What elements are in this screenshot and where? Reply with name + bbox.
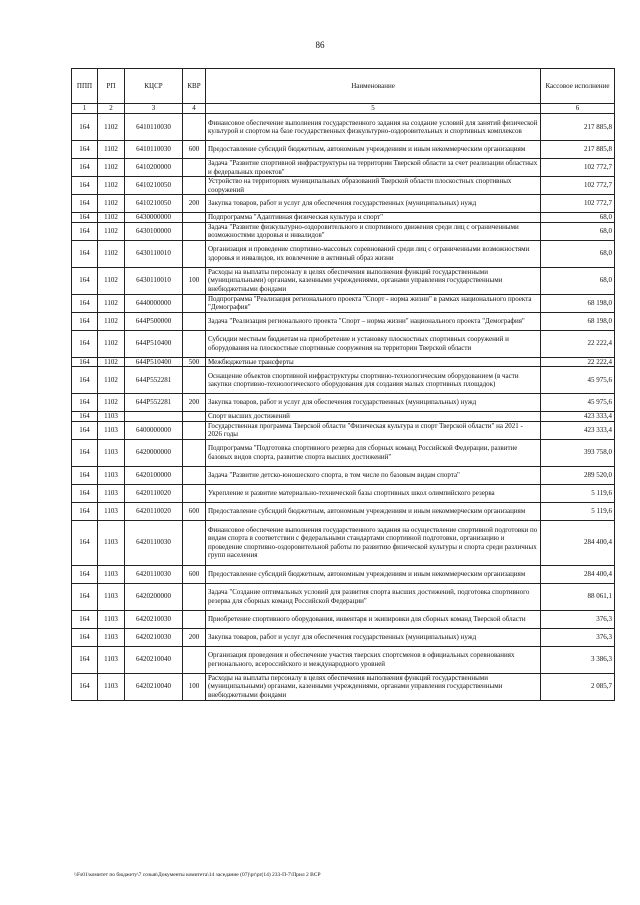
table-row: [72, 267, 615, 294]
cell-name: Задача "Развитие спортивной инфраструктуры на территории Тверской области за счет реализации областных и федеральных проектов": [206, 159, 541, 177]
cell-sum: 289 520,0: [541, 466, 615, 484]
cell-sum: 68 198,0: [541, 312, 615, 330]
table-row: [72, 484, 615, 502]
cell-kcsr: 6410210050: [125, 195, 183, 213]
cell-kvr: [183, 330, 206, 357]
cell-name: Подпрограмма "Адаптивная физическая культура и спорт": [206, 213, 541, 223]
cell-rp: 1102: [98, 222, 125, 240]
cell-sum: 284 400,4: [541, 565, 615, 583]
column-number: 6: [541, 104, 615, 114]
table-row: [72, 412, 615, 422]
cell-rp: 1103: [98, 610, 125, 628]
column-number: 5: [206, 104, 541, 114]
cell-rp: 1102: [98, 159, 125, 177]
cell-sum: 423 333,4: [541, 412, 615, 422]
cell-sum: 376,3: [541, 610, 615, 628]
cell-sum: 68,0: [541, 222, 615, 240]
table-row: [72, 330, 615, 357]
table-row: [72, 421, 615, 439]
cell-ppp: 164: [72, 330, 98, 357]
cell-sum: 3 386,3: [541, 646, 615, 673]
cell-kcsr: 644P500000: [125, 312, 183, 330]
cell-ppp: 164: [72, 141, 98, 159]
column-number: 2: [98, 104, 125, 114]
cell-sum: 102 772,7: [541, 195, 615, 213]
cell-ppp: 164: [72, 502, 98, 520]
cell-kcsr: 6430110010: [125, 240, 183, 267]
cell-kvr: [183, 466, 206, 484]
table-row: [72, 177, 615, 195]
cell-kcsr: 6420100000: [125, 466, 183, 484]
table-row: [72, 610, 615, 628]
cell-kcsr: 6410210050: [125, 177, 183, 195]
cell-name: Расходы на выплаты персоналу в целях обеспечения выполнения функций государственными (муниципальными) органами, казенными учреждениями, органами управления государственными внебюджетными фондами: [206, 673, 541, 700]
table-row: [72, 357, 615, 367]
cell-ppp: 164: [72, 394, 98, 412]
column-header-kvr: КВР: [183, 69, 206, 104]
cell-kcsr: 6430110010: [125, 267, 183, 294]
column-number: 1: [72, 104, 98, 114]
cell-kcsr: 6410110030: [125, 114, 183, 141]
table-row: [72, 520, 615, 565]
cell-ppp: 164: [72, 646, 98, 673]
table-body: [72, 114, 615, 701]
cell-kcsr: 6420210030: [125, 628, 183, 646]
cell-name: Субсидии местным бюджетам на приобретение и установку плоскостных спортивных сооружений и оборудования на плоскостные спортивные сооружения на территории Тверской области: [206, 330, 541, 357]
cell-name: Финансовое обеспечение выполнения государственного задания на создание условий для занятий физической культурой и спортом на базе государственных физкультурно-оздоровительных и спортивных комплексов: [206, 114, 541, 141]
cell-kcsr: 6400000000: [125, 421, 183, 439]
table-row: [72, 222, 615, 240]
cell-kcsr: 6410200000: [125, 159, 183, 177]
cell-kvr: 200: [183, 628, 206, 646]
cell-kcsr: 6420000000: [125, 439, 183, 466]
cell-kcsr: 6420110020: [125, 484, 183, 502]
table-row: [72, 240, 615, 267]
cell-sum: 217 885,8: [541, 141, 615, 159]
cell-rp: 1103: [98, 583, 125, 610]
cell-name: Закупка товаров, работ и услуг для обеспечения государственных (муниципальных) нужд: [206, 195, 541, 213]
column-header-ppp: ППП: [72, 69, 98, 104]
cell-rp: 1103: [98, 502, 125, 520]
cell-rp: 1103: [98, 466, 125, 484]
cell-kcsr: 6410110030: [125, 141, 183, 159]
cell-ppp: 164: [72, 439, 98, 466]
cell-name: Организация проведения и обеспечение участия тверских спортсменов в официальных соревнованиях регионального, всероссийского и международного уровней: [206, 646, 541, 673]
cell-ppp: 164: [72, 267, 98, 294]
column-number: 4: [183, 104, 206, 114]
cell-name: Задача "Реализация регионального проекта "Спорт – норма жизни" национального проекта "Демография": [206, 312, 541, 330]
cell-ppp: 164: [72, 583, 98, 610]
cell-name: Подпрограмма "Реализация регионального проекта "Спорт - норма жизни" в рамках национального проекта "Демография": [206, 294, 541, 312]
cell-name: Финансовое обеспечение выполнения государственного задания на осуществление спортивной подготовки по видам спорта в соответствии с федеральными стандартами спортивной подготовки, организацию и проведение спортивно-оздоровительной работы по развитию физической культуры и спорта среди различных групп населения: [206, 520, 541, 565]
column-header-kcsr: КЦСР: [125, 69, 183, 104]
cell-rp: 1103: [98, 421, 125, 439]
cell-kvr: [183, 583, 206, 610]
cell-rp: 1102: [98, 141, 125, 159]
cell-ppp: 164: [72, 312, 98, 330]
cell-kcsr: [125, 412, 183, 422]
cell-ppp: 164: [72, 484, 98, 502]
cell-name: Закупка товаров, работ и услуг для обеспечения государственных (муниципальных) нужд: [206, 394, 541, 412]
table-row: [72, 439, 615, 466]
cell-rp: 1103: [98, 412, 125, 422]
cell-kcsr: 6420210040: [125, 673, 183, 700]
cell-name: Государственная программа Тверской области "Физическая культура и спорт Тверской области" на 2021 - 2026 годы: [206, 421, 541, 439]
cell-ppp: 164: [72, 213, 98, 223]
cell-sum: 68,0: [541, 213, 615, 223]
cell-kvr: 200: [183, 195, 206, 213]
cell-ppp: 164: [72, 294, 98, 312]
cell-rp: 1102: [98, 357, 125, 367]
cell-sum: 68 198,0: [541, 294, 615, 312]
cell-sum: 5 119,6: [541, 484, 615, 502]
cell-kvr: 500: [183, 357, 206, 367]
cell-kvr: [183, 421, 206, 439]
table-row: [72, 394, 615, 412]
cell-ppp: 164: [72, 367, 98, 394]
cell-rp: 1102: [98, 114, 125, 141]
table-row: [72, 367, 615, 394]
cell-kvr: [183, 294, 206, 312]
cell-kcsr: 6420110030: [125, 565, 183, 583]
cell-rp: 1102: [98, 394, 125, 412]
cell-kcsr: 6430000000: [125, 213, 183, 223]
cell-ppp: 164: [72, 628, 98, 646]
cell-kvr: 600: [183, 502, 206, 520]
cell-sum: 284 400,4: [541, 520, 615, 565]
cell-rp: 1102: [98, 240, 125, 267]
cell-rp: 1102: [98, 312, 125, 330]
cell-sum: 22 222,4: [541, 357, 615, 367]
cell-ppp: 164: [72, 565, 98, 583]
cell-ppp: 164: [72, 412, 98, 422]
column-header-rp: РП: [98, 69, 125, 104]
cell-kvr: [183, 213, 206, 223]
column-number: 3: [125, 104, 183, 114]
cell-kvr: 100: [183, 267, 206, 294]
cell-kvr: 200: [183, 394, 206, 412]
table-row: [72, 466, 615, 484]
cell-name: Устройство на территориях муниципальных образований Тверской области плоскостных спортивных сооружений: [206, 177, 541, 195]
table-row: [72, 141, 615, 159]
budget-table: [71, 68, 615, 701]
cell-sum: 68,0: [541, 267, 615, 294]
cell-sum: 45 975,6: [541, 367, 615, 394]
cell-kcsr: 644P510400: [125, 357, 183, 367]
table-row: [72, 646, 615, 673]
cell-ppp: 164: [72, 520, 98, 565]
cell-kvr: 600: [183, 565, 206, 583]
cell-kcsr: 644P552281: [125, 394, 183, 412]
table-row: [72, 312, 615, 330]
cell-kvr: [183, 177, 206, 195]
cell-sum: 45 975,6: [541, 394, 615, 412]
cell-sum: 393 758,0: [541, 439, 615, 466]
cell-rp: 1102: [98, 330, 125, 357]
cell-rp: 1103: [98, 565, 125, 583]
table-row: [72, 195, 615, 213]
cell-sum: 68,0: [541, 240, 615, 267]
cell-name: Оснащение объектов спортивной инфраструктуры спортивно-технологическим оборудованием (в части закупки спортивно-технологического оборудования для создания малых спортивных площадок): [206, 367, 541, 394]
table-row: [72, 114, 615, 141]
cell-rp: 1103: [98, 439, 125, 466]
cell-kcsr: 6430100000: [125, 222, 183, 240]
table-row: [72, 294, 615, 312]
cell-name: Организация и проведение спортивно-массовых соревнований среди лиц с ограниченными возможностями здоровья и инвалидов, их вовлечение в активный образ жизни: [206, 240, 541, 267]
cell-name: Задача "Развитие физкультурно-оздоровительного и спортивного движения среди лиц с ограниченными возможностями здоровья и инвалидов": [206, 222, 541, 240]
cell-ppp: 164: [72, 466, 98, 484]
cell-rp: 1102: [98, 367, 125, 394]
cell-ppp: 164: [72, 673, 98, 700]
cell-kvr: [183, 610, 206, 628]
cell-kvr: [183, 484, 206, 502]
cell-ppp: 164: [72, 222, 98, 240]
cell-rp: 1102: [98, 195, 125, 213]
table-row: [72, 673, 615, 700]
page-number: 86: [315, 40, 325, 50]
table-row: [72, 583, 615, 610]
cell-kvr: [183, 114, 206, 141]
cell-name: Задача "Создание оптимальных условий для развития спорта высших достижений, подготовка спортивного резерва для сборных команд Российской Федерации": [206, 583, 541, 610]
cell-ppp: 164: [72, 357, 98, 367]
cell-sum: 217 885,8: [541, 114, 615, 141]
cell-sum: 102 772,7: [541, 159, 615, 177]
cell-rp: 1102: [98, 177, 125, 195]
cell-kcsr: 6420110030: [125, 520, 183, 565]
cell-name: Укрепление и развитие материально-технической базы спортивных школ олимпийского резерва: [206, 484, 541, 502]
cell-sum: 376,3: [541, 628, 615, 646]
cell-kvr: 600: [183, 141, 206, 159]
cell-ppp: 164: [72, 159, 98, 177]
cell-ppp: 164: [72, 177, 98, 195]
cell-kcsr: 644P552281: [125, 367, 183, 394]
cell-kvr: [183, 367, 206, 394]
cell-rp: 1102: [98, 267, 125, 294]
cell-name: Предоставление субсидий бюджетным, автономным учреждениям и иным некоммерческим организациям: [206, 141, 541, 159]
cell-sum: 423 333,4: [541, 421, 615, 439]
cell-sum: 22 222,4: [541, 330, 615, 357]
cell-kvr: [183, 412, 206, 422]
cell-sum: 102 772,7: [541, 177, 615, 195]
table-row: [72, 628, 615, 646]
cell-kcsr: 6420210030: [125, 610, 183, 628]
cell-kvr: [183, 240, 206, 267]
cell-rp: 1103: [98, 484, 125, 502]
cell-kcsr: 6420110020: [125, 502, 183, 520]
cell-name: Задача "Развитие детско-юношеского спорта, в том числе по базовым видам спорта": [206, 466, 541, 484]
cell-kcsr: 6440000000: [125, 294, 183, 312]
cell-rp: 1102: [98, 213, 125, 223]
cell-kvr: [183, 159, 206, 177]
cell-name: Расходы на выплаты персоналу в целях обеспечения выполнения функций государственными (муниципальными) органами, казенными учреждениями, органами управления государственными внебюджетными фондами: [206, 267, 541, 294]
column-numbers-row: [72, 104, 615, 114]
cell-ppp: 164: [72, 240, 98, 267]
cell-rp: 1103: [98, 628, 125, 646]
cell-kvr: [183, 646, 206, 673]
cell-rp: 1103: [98, 520, 125, 565]
table-header-row: [72, 69, 615, 104]
table-row: [72, 159, 615, 177]
cell-name: Подпрограмма "Подготовка спортивного резерва для сборных команд Российской Федерации, развитие базовых видов спорта, развитие спорта высших достижений": [206, 439, 541, 466]
footer-file-path: \\Fs01\комитет по бюджету\7 созыв\Документы комитета\14 заседание (07)\pr\pr(14) 233-П-7\Прил 2 ВСР: [74, 872, 321, 878]
cell-ppp: 164: [72, 610, 98, 628]
cell-name: Предоставление субсидий бюджетным, автономным учреждениям и иным некоммерческим организациям: [206, 565, 541, 583]
table-row: [72, 502, 615, 520]
cell-name: Закупка товаров, работ и услуг для обеспечения государственных (муниципальных) нужд: [206, 628, 541, 646]
cell-kvr: [183, 222, 206, 240]
cell-ppp: 164: [72, 114, 98, 141]
cell-name: Спорт высших достижений: [206, 412, 541, 422]
cell-kvr: 100: [183, 673, 206, 700]
cell-kcsr: 644P510400: [125, 330, 183, 357]
table-row: [72, 213, 615, 223]
cell-rp: 1103: [98, 646, 125, 673]
column-header-sum: Кассовое исполнение: [541, 69, 615, 104]
cell-sum: 2 085,7: [541, 673, 615, 700]
cell-ppp: 164: [72, 195, 98, 213]
cell-kvr: [183, 520, 206, 565]
table-row: [72, 565, 615, 583]
cell-sum: 5 119,6: [541, 502, 615, 520]
cell-name: Предоставление субсидий бюджетным, автономным учреждениям и иным некоммерческим организациям: [206, 502, 541, 520]
cell-rp: 1103: [98, 673, 125, 700]
cell-kcsr: 6420200000: [125, 583, 183, 610]
cell-kcsr: 6420210040: [125, 646, 183, 673]
cell-name: Приобретение спортивного оборудования, инвентаря и экипировки для сборных команд Тверской области: [206, 610, 541, 628]
cell-ppp: 164: [72, 421, 98, 439]
cell-kvr: [183, 439, 206, 466]
cell-kvr: [183, 312, 206, 330]
cell-name: Межбюджетные трансферты: [206, 357, 541, 367]
column-header-name: Наименование: [206, 69, 541, 104]
cell-sum: 88 061,1: [541, 583, 615, 610]
cell-rp: 1102: [98, 294, 125, 312]
